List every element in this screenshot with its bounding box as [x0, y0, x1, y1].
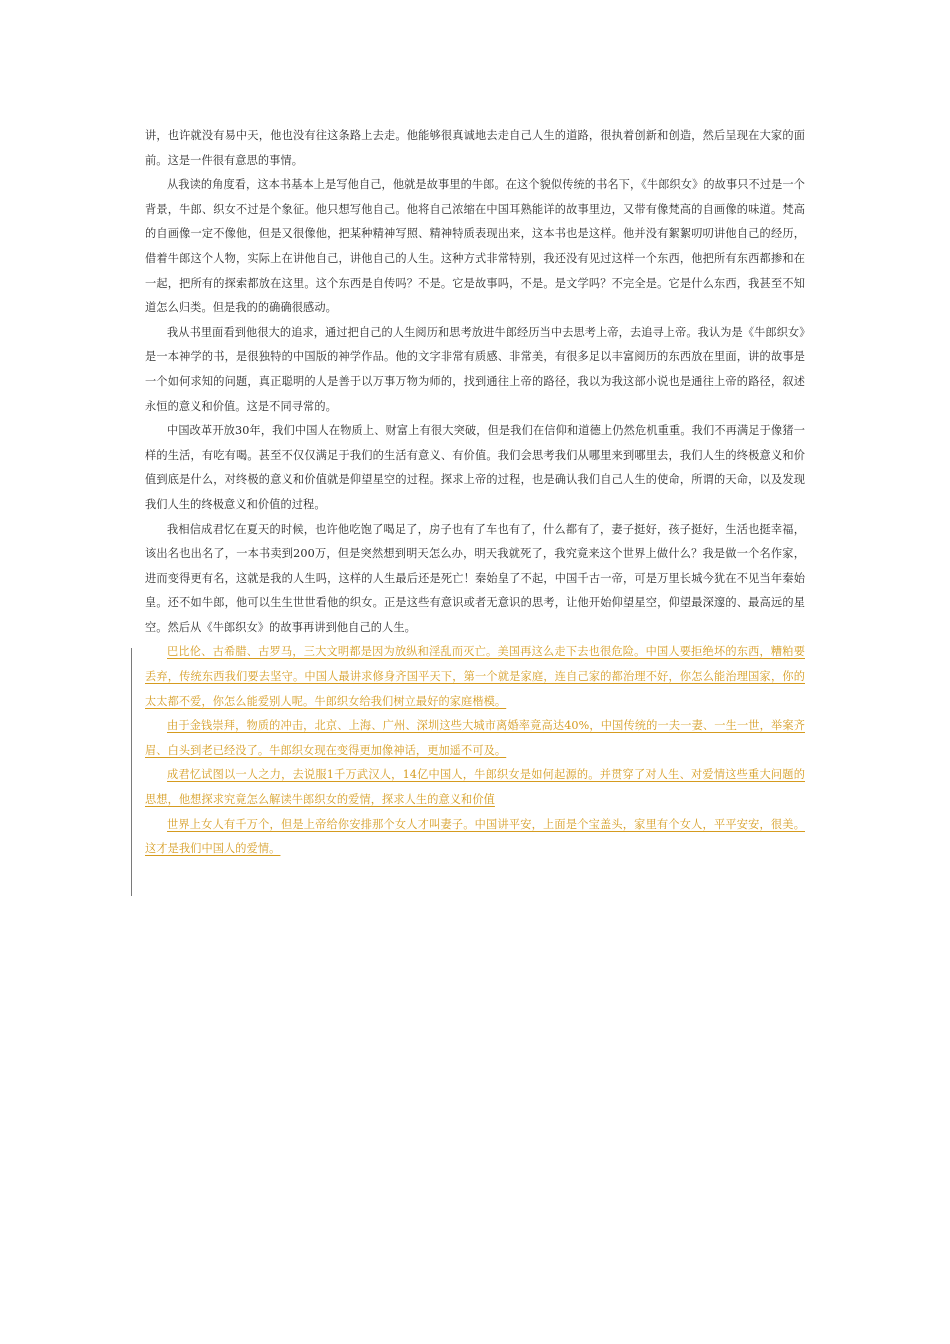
- paragraph-theology: 我从书里面看到他很大的追求，通过把自己的人生阅历和思考放进牛郎经历当中去思考上帝，去追寻上帝。我认为是《牛郎织女》是一本神学的书，是很独特的中国版的神学作品。他的文字非常有质感、非常美，有很多足以丰富阅历的东西放在里面，讲的故事是一个如何求知的问题，真正聪明的人是善于以万事万物为师的，找到通往上帝的路径，我以为我这部小说也是通往上帝的路径，叙述永恒的意义和价值。这是不同寻常的。: [145, 325, 805, 413]
- tracked-paragraph-civilizations: 巴比伦、古希腊、古罗马，三大文明都是因为放纵和淫乱而灭亡。美国再这么走下去也很危险。中国人要拒绝坏的东西，糟粕要丢弃，传统东西我们要去坚守。中国人最讲求修身齐国平天下，第一个就是家庭，连自己家的都治理不好，你怎么能治理国家，你的太太都不爱，你怎么能爱别人呢。牛郎织女给我们树立最好的家庭楷模。: [145, 645, 805, 708]
- tracked-paragraph-love: 世界上女人有千万个，但是上帝给你安排那个女人才叫妻子。中国讲平安，上面是个宝盖头，家里有个女人，平平安安，很美。这才是我们中国人的爱情。: [145, 817, 805, 856]
- paragraph-reading-perspective: 从我读的角度看，这本书基本上是写他自己，他就是故事里的牛郎。在这个貌似传统的书名下，《牛郎织女》的故事只不过是一个背景，牛郎、织女不过是个象征。他只想写他自己。他将自己浓缩在中国耳熟能详的故事里边，又带有像梵高的自画像的味道。梵高的自画像一定不像他，但是又很像他，把某种精神写照、精神特质表现出来，这本书也是这样。他并没有絮絮叨叨讲他自己的经历，借着牛郎这个人物，实际上在讲他自己，讲他自己的人生。这种方式非常特别，我还没有见过这样一个东西，他把所有东西都掺和在一起，把所有的探索都放在这里。这个东西是自传吗？不是。它是故事吗，不是。是文学吗？不完全是。它是什么东西，我甚至不知道怎么归类。但是我的的确确很感动。: [145, 178, 805, 315]
- tracked-paragraph-divorce-rate: 由于金钱崇拜，物质的冲击，北京、上海、广州、深圳这些大城市离婚率竟高达40%，中国传统的一夫一妻、一生一世，举案齐眉、白头到老已经没了。牛郎织女现在变得更加像神话，更加遥不可及。: [145, 719, 805, 757]
- paragraph-reform-30-years: 中国改革开放30年，我们中国人在物质上、财富上有很大突破，但是我们在信仰和道德上仍然危机重重。我们不再满足于像猪一样的生活，有吃有喝。甚至不仅仅满足于我们的生活有意义、有价值。我们会思考我们从哪里来到哪里去，我们人生的终极意义和价值到底是什么，对终极的意义和价值就是仰望星空的过程。探求上帝的过程，也是确认我们自己人生的使命，所谓的天命，以及发现我们人生的终极意义和价值的过程。: [145, 424, 805, 511]
- tracked-paragraph-wuhan: 成君忆试图以一人之力，去说服1千万武汉人，14亿中国人，牛郎织女是如何起源的。并贯穿了对人生、对爱情这些重大问题的思想，他想探求究竟怎么解读牛郎织女的爱情，探求人生的意义和价值: [145, 768, 805, 807]
- document-body: [145, 124, 805, 862]
- paragraph-summer-reflection: 我相信成君忆在夏天的时候，也许他吃饱了喝足了，房子也有了车也有了，什么都有了，妻子挺好，孩子挺好，生活也挺幸福，该出名也出名了，一本书卖到200万，但是突然想到明天怎么办，明天我就死了，我究竟来这个世界上做什么？我是做一个名作家，进而变得更有名，这就是我的人生吗，这样的人生最后还是死亡！秦始皇了不起，中国千古一帝，可是万里长城今犹在不见当年秦始皇。还不如牛郎，他可以生生世世看他的织女。正是这些有意识或者无意识的思考，让他开始仰望星空，仰望最深邃的、最高远的星空。然后从《牛郎织女》的故事再讲到他自己的人生。: [145, 522, 805, 634]
- revision-change-bar: [131, 648, 132, 896]
- paragraph-continuation: 讲，也许就没有易中天，他也没有往这条路上去走。他能够很真诚地去走自己人生的道路，很执着创新和创造，然后呈现在大家的面前。这是一件很有意思的事情。: [145, 129, 805, 167]
